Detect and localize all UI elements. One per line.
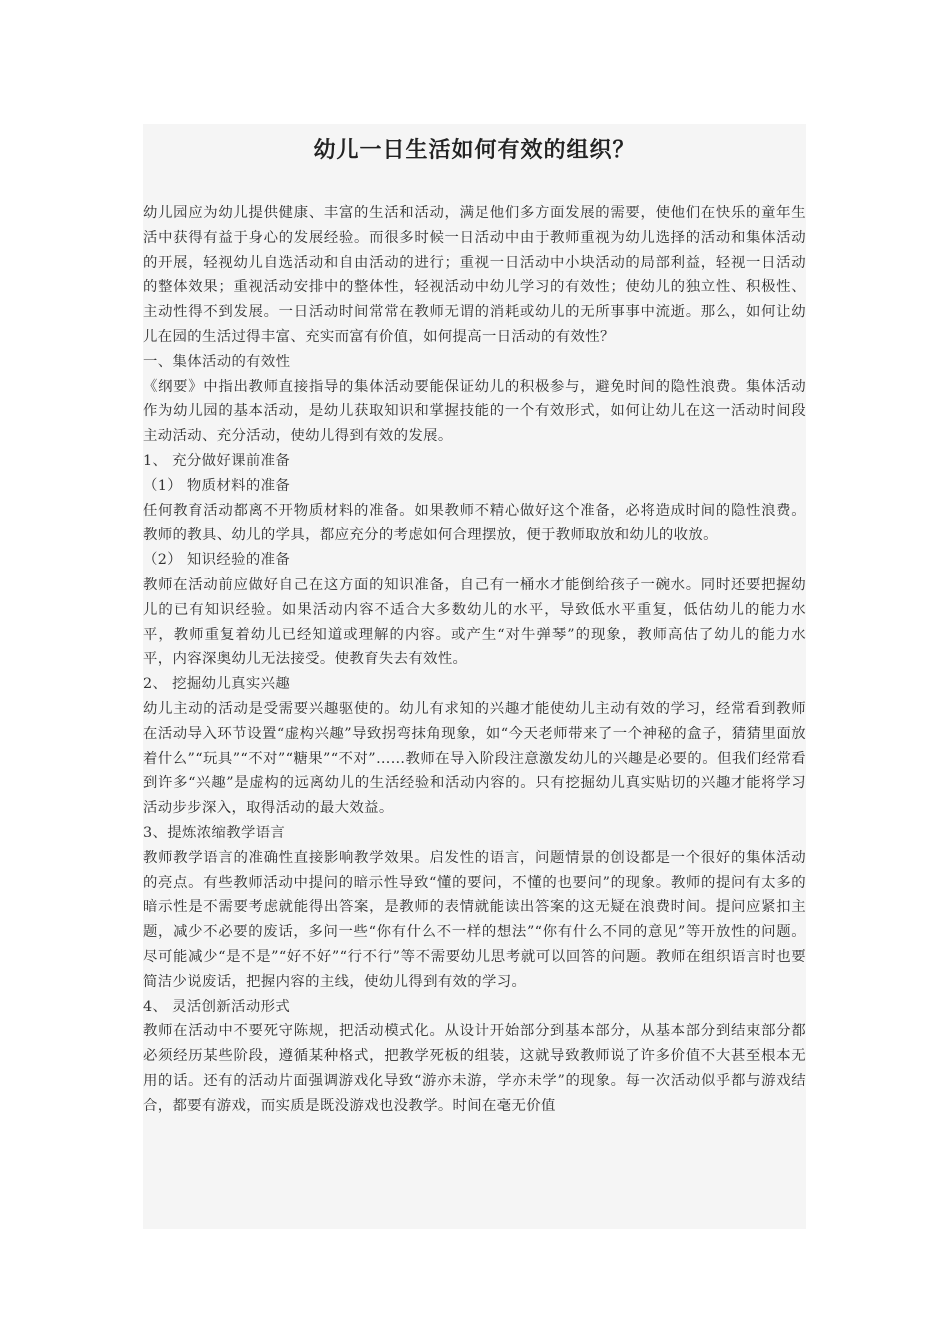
document-title: 幼儿一日生活如何有效的组织？	[313, 138, 636, 163]
paragraph: 任何教育活动都离不开物质材料的准备。如果教师不精心做好这个准备，必将造成时间的隐性浪费。教师的教具、幼儿的学具，都应充分的考虑如何合理摆放，便于教师取放和幼儿的收放。	[143, 502, 806, 544]
paragraph: 幼儿主动的活动是受需要兴趣驱使的。幼儿有求知的兴趣才能使幼儿主动有效的学习，经常看到教师在活动导入环节设置“虚构兴趣”导致拐弯抹角现象，如“今天老师带来了一个神秘的盒子，猜猜里面放着什么”“玩具”“不对”“糖果”“不对”……教师在导入阶段注意激发幼儿的兴趣是必要的。但我们经常看到许多“兴趣”是虚构的远离幼儿的生活经验和活动内容的。只有挖掘幼儿真实贴切的兴趣才能将学习活动步步深入，取得活动的最大效益。	[143, 700, 806, 817]
paragraph: 《纲要》中指出教师直接指导的集体活动要能保证幼儿的积极参与，避免时间的隐性浪费。集体活动作为幼儿园的基本活动，是幼儿获取知识和掌握技能的一个有效形式，如何让幼儿在这一活动时间段主动活动、充分活动，使幼儿得到有效的发展。	[143, 378, 806, 445]
document-body	[143, 201, 806, 1118]
subsection-heading: （2） 知识经验的准备	[143, 552, 291, 569]
subsection-heading: （1） 物质材料的准备	[143, 477, 291, 494]
subsection-heading: 3、提炼浓缩教学语言	[143, 824, 286, 841]
document-page	[143, 124, 806, 1229]
subsection-heading: 2、 挖掘幼儿真实兴趣	[143, 676, 291, 693]
section-heading-1: 一、集体活动的有效性	[143, 353, 291, 370]
subsection-heading: 4、 灵活创新活动形式	[143, 998, 291, 1015]
paragraph: 教师在活动前应做好自己在这方面的知识准备，自己有一桶水才能倒给孩子一碗水。同时还要把握幼儿的已有知识经验。如果活动内容不适合大多数幼儿的水平，导致低水平重复，低估幼儿的能力水平，教师重复着幼儿已经知道或理解的内容。或产生“对牛弹琴”的现象，教师高估了幼儿的能力水平，内容深奥幼儿无法接受。使教育失去有效性。	[143, 576, 806, 668]
paragraph-intro: 幼儿园应为幼儿提供健康、丰富的生活和活动，满足他们多方面发展的需要，使他们在快乐的童年生活中获得有益于身心的发展经验。而很多时候一日活动中由于教师重视为幼儿选择的活动和集体活动的开展，轻视幼儿自选活动和自由活动的进行；重视一日活动中小块活动的局部利益，轻视一日活动的整体效果；重视活动安排中的整体性，轻视活动中幼儿学习的有效性；使幼儿的独立性、积极性、主动性得不到发展。一日活动时间常常在教师无谓的消耗或幼儿的无所事事中流逝。那么，如何让幼儿在园的生活过得丰富、充实而富有价值，如何提高一日活动的有效性？	[143, 205, 806, 345]
paragraph: 教师在活动中不要死守陈规，把活动模式化。从设计开始部分到基本部分，从基本部分到结束部分都必须经历某些阶段，遵循某种格式，把教学死板的组装，这就导致教师说了许多价值不大甚至根本无用的话。还有的活动片面强调游戏化导致“游亦未游，学亦未学”的现象。每一次活动似乎都与游戏结合，都要有游戏，而实质是既没游戏也没教学。时间在毫无价值	[143, 1023, 806, 1114]
paragraph: 教师教学语言的准确性直接影响教学效果。启发性的语言，问题情景的创设都是一个很好的集体活动的亮点。有些教师活动中提问的暗示性导致“懂的要问，不懂的也要问”的现象。教师的提问有太多的暗示性是不需要考虑就能得出答案，是教师的表情就能读出答案的这无疑在浪费时间。提问应紧扣主题，减少不必要的废话，多问一些“你有什么不一样的想法”“你有什么不同的意见”等开放性的问题。尽可能减少“是不是”“好不好”“行不行”等不需要幼儿思考就可以回答的问题。教师在组织语言时也要简洁少说废话，把握内容的主线，使幼儿得到有效的学习。	[143, 849, 806, 990]
subsection-heading: 1、 充分做好课前准备	[143, 452, 291, 469]
